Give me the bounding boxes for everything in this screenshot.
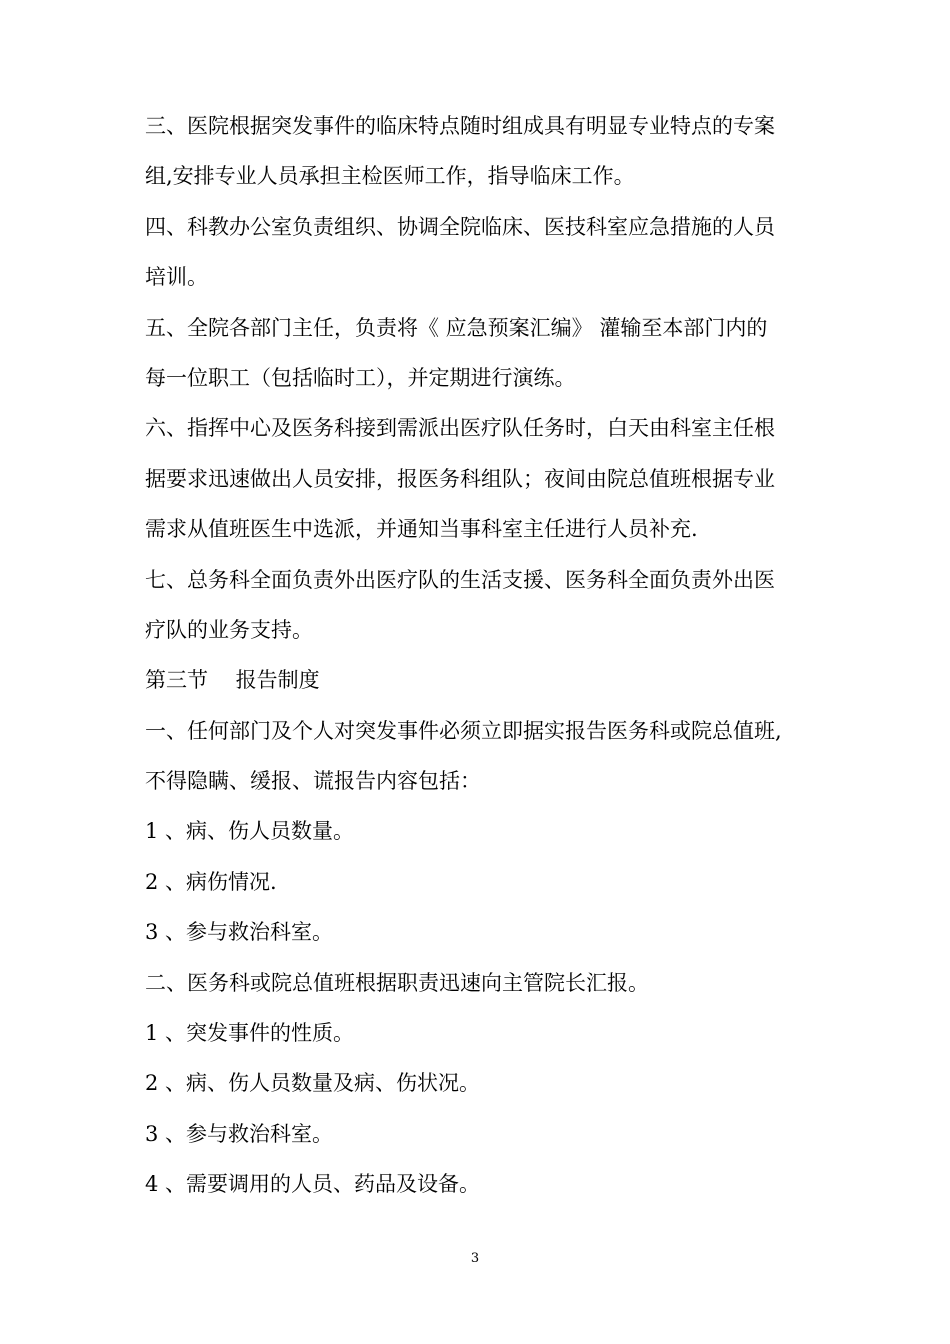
body-line: 一、任何部门及个人对突发事件必须立即据实报告医务科或院总值班, (145, 718, 782, 743)
body-line: 疗队的业务支持。 (145, 617, 313, 642)
body-line: 五、全院各部门主任，负责将《 应急预案汇编》 灌输至本部门内的 (145, 315, 768, 340)
list-item: 3 、参与救治科室。 (145, 920, 334, 945)
body-line: 六、指挥中心及医务科接到需派出医疗队任务时，白天由科室主任根 (145, 416, 775, 441)
list-item: 2 、病伤情况. (145, 869, 277, 894)
document-body (145, 116, 815, 1225)
list-item: 3 、参与救治科室。 (145, 1121, 334, 1146)
section-heading: 第三节 报告制度 (145, 668, 320, 693)
body-line: 培训。 (145, 265, 208, 290)
list-item: 2 、病、伤人员数量及病、伤状况。 (145, 1071, 481, 1096)
list-item: 4 、需要调用的人员、药品及设备。 (145, 1172, 481, 1197)
body-line: 四、科教办公室负责组织、协调全院临床、医技科室应急措施的人员 (145, 214, 775, 239)
body-line: 组,安排专业人员承担主检医师工作，指导临床工作。 (145, 164, 635, 189)
body-line: 不得隐瞒、缓报、谎报告内容包括： (145, 769, 481, 794)
body-line: 据要求迅速做出人员安排，报医务科组队；夜间由院总值班根据专业 (145, 466, 775, 491)
body-line: 三、医院根据突发事件的临床特点随时组成具有明显专业特点的专案 (145, 114, 775, 138)
list-item: 1 、病、伤人员数量。 (145, 819, 355, 844)
body-line: 需求从值班医生中选派，并通知当事科室主任进行人员补充. (145, 517, 698, 542)
body-line: 每一位职工（包括临时工），并定期进行演练。 (145, 365, 576, 390)
body-line: 七、总务科全面负责外出医疗队的生活支援、医务科全面负责外出医 (145, 567, 775, 592)
page-number: 3 (470, 1251, 480, 1266)
body-line: 二、医务科或院总值班根据职责迅速向主管院长汇报。 (145, 970, 649, 995)
list-item: 1 、突发事件的性质。 (145, 1021, 355, 1046)
